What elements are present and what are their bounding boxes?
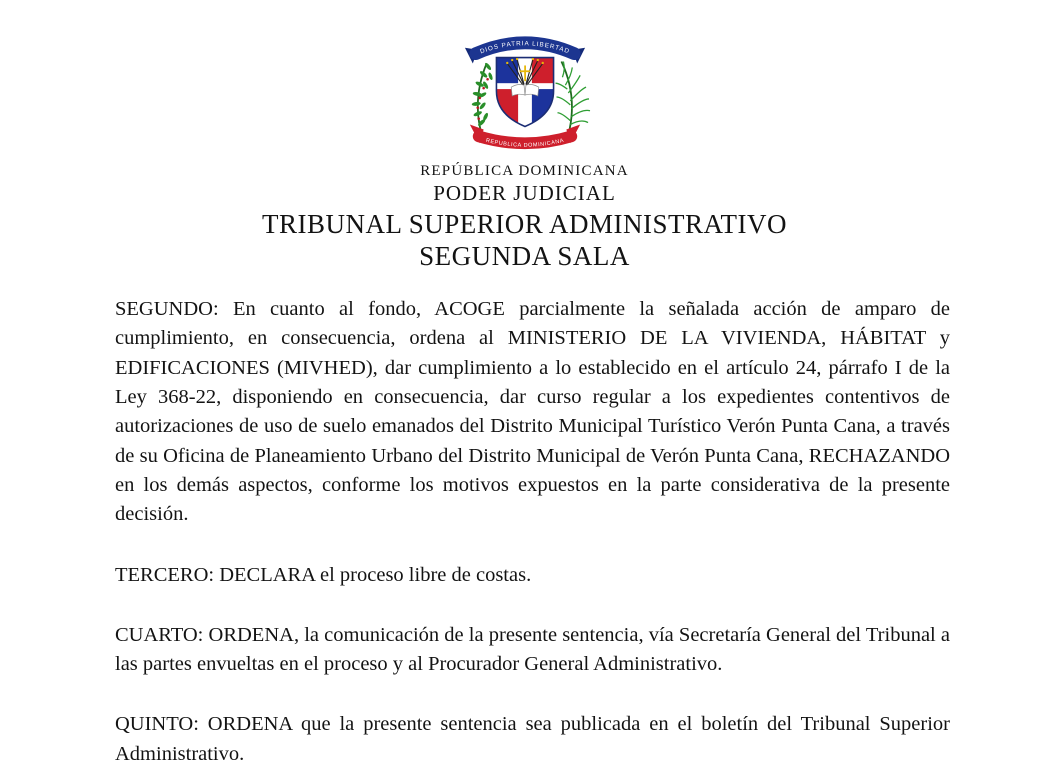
paragraph-tercero: TERCERO: DECLARA el proceso libre de costas. xyxy=(115,563,532,586)
seal-ribbon-text: REPUBLICA DOMINICANA xyxy=(484,137,565,149)
paragraph-cuarto: CUARTO: ORDENA, la comunicación de la presente sentencia, vía Secretaría General del Tribunal a las partes envueltas en el proceso y al Procurador General Administrativo. xyxy=(115,623,950,676)
seal-ribbon-icon xyxy=(469,125,579,149)
header-court-title: TRIBUNAL SUPERIOR ADMINISTRATIVO xyxy=(261,209,788,239)
seal-shield-icon xyxy=(494,56,555,129)
dominican-coat-of-arms-icon xyxy=(450,30,600,160)
header-country: REPÚBLICA DOMINICANA xyxy=(420,163,629,179)
document-header xyxy=(0,0,1049,270)
header-chamber: SEGUNDA SALA xyxy=(419,241,630,271)
document-body xyxy=(115,295,950,769)
paragraph-segundo: SEGUNDO: En cuanto al fondo, ACOGE parcialmente la señalada acción de amparo de cumplimiento, en consecuencia, ordena al MINISTERIO DE LA VIVIENDA, HÁBITAT y EDIFICACIONES (MIVHED), dar cumplimiento a lo establecido en el artículo 24, párrafo I de la Ley 368-22, disponiendo en consecuencia, dar curso regular a los expedientes contentivos de autorizaciones de uso de suelo emanados del Distrito Municipal Turístico Verón Punta Cana, a través de su Oficina de Planeamiento Urbano del Distrito Municipal de Verón Punta Cana, RECHAZANDO en los demás aspectos, conforme los motivos expuestos en la parte considerativa de la presente decisión. xyxy=(115,298,950,526)
header-branch: PODER JUDICIAL xyxy=(433,181,616,205)
coat-of-arms xyxy=(0,30,1049,160)
seal-motto-text: DIOS PATRIA LIBERTAD xyxy=(478,40,571,56)
palm-branch-icon xyxy=(555,62,589,131)
paragraph-quinto: QUINTO: ORDENA que la presente sentencia sea publicada en el boletín del Tribunal Superior Administrativo. xyxy=(115,713,950,765)
laurel-branch-icon xyxy=(471,62,493,131)
